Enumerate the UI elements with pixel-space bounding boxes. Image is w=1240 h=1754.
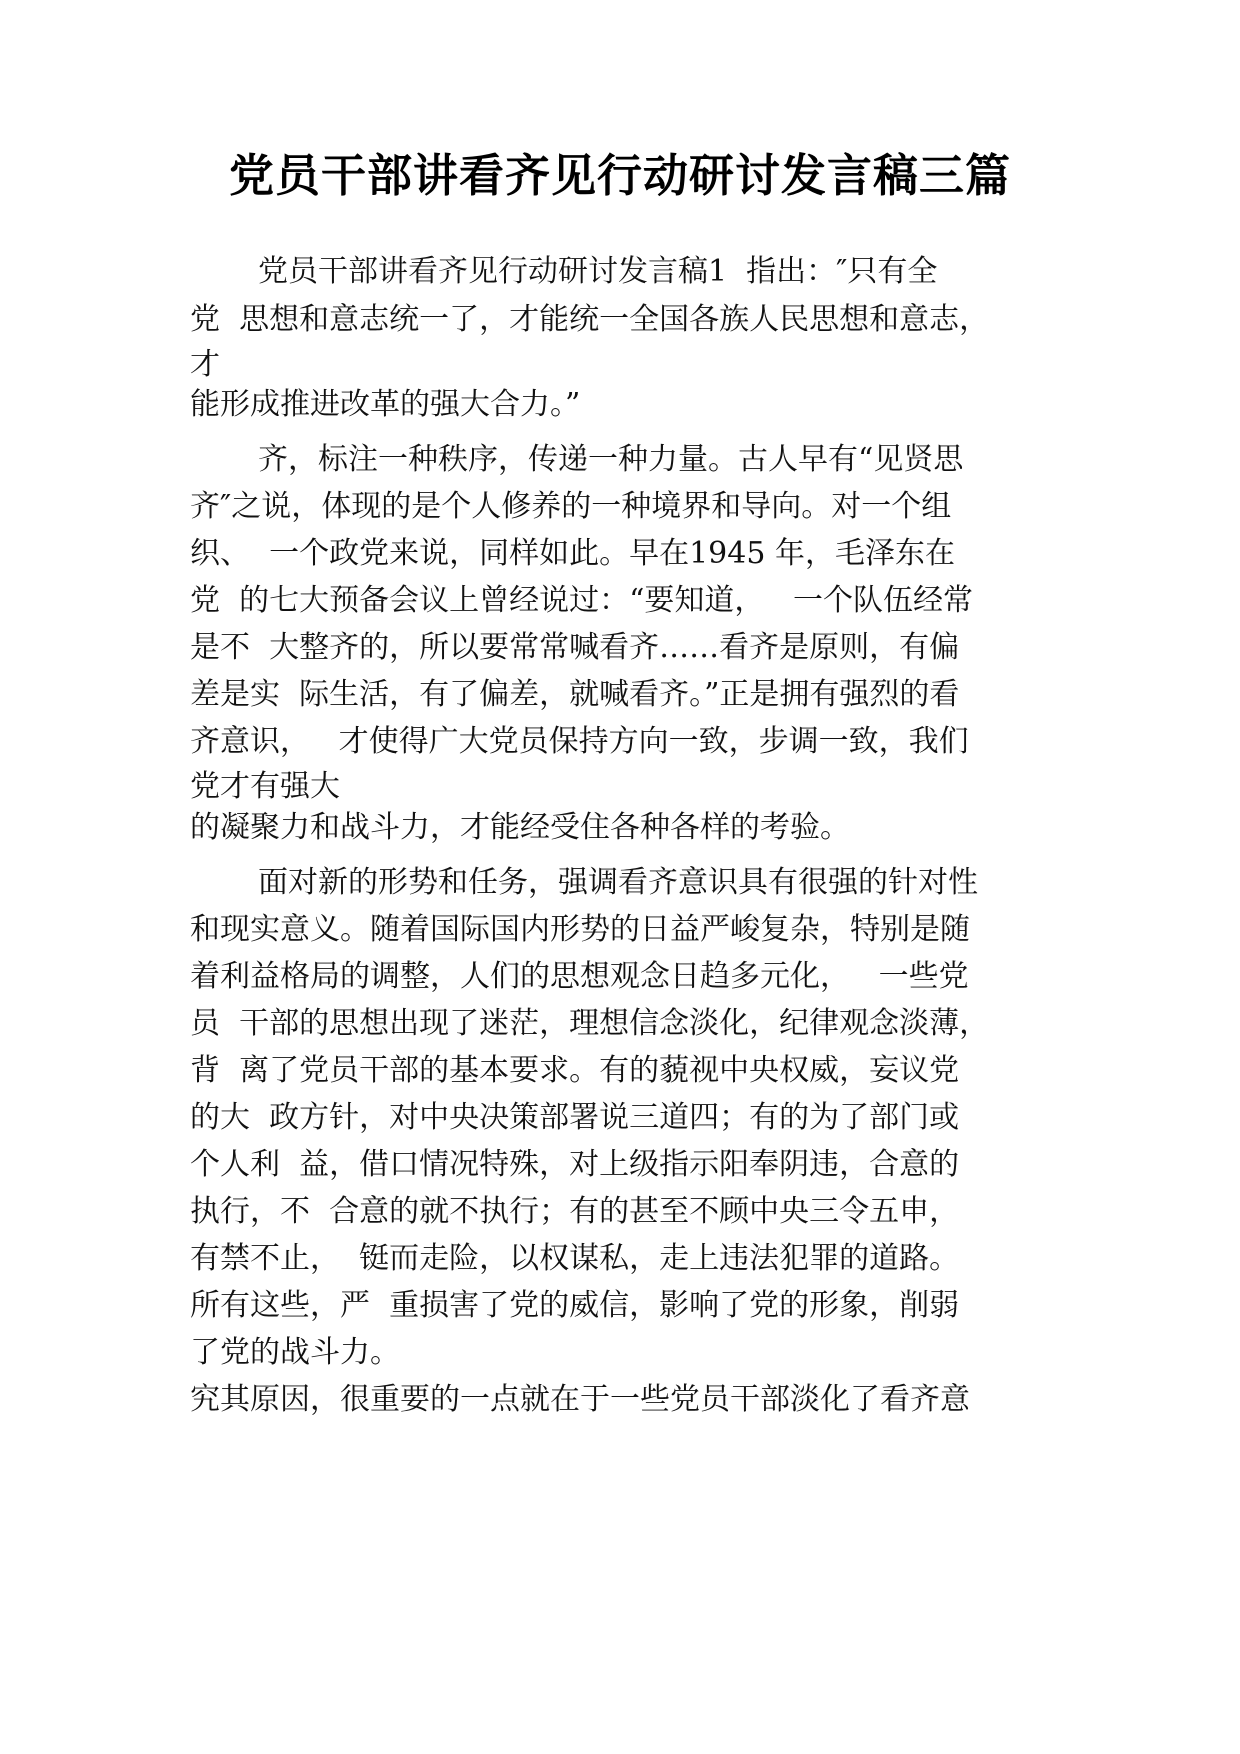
body-line: 党 思想和意志统一了，才能统一全国各族人民思想和意志， bbox=[190, 302, 990, 337]
body-line: 执行，不 合意的就不执行；有的甚至不顾中央三令五申， bbox=[190, 1194, 960, 1229]
body-line: 面对新的形势和任务，强调看齐意识具有很强的针对性 bbox=[258, 865, 978, 900]
body-line: 的大 政方针，对中央决策部署说三道四；有的为了部门或 bbox=[190, 1100, 960, 1135]
body-line: 织、 一个政党来说，同样如此。早在1945 年，毛泽东在 bbox=[190, 536, 955, 571]
body-line: 党才有强大 bbox=[190, 769, 340, 804]
body-line: 齐，标注一种秩序，传递一种力量。古人早有“见贤思 bbox=[258, 442, 964, 477]
body-line: 党 的七大预备会议上曾经说过：“要知道， 一个队伍经常 bbox=[190, 583, 974, 618]
body-line: 才 bbox=[190, 347, 220, 382]
body-line: 党员干部讲看齐见行动研讨发言稿1 指出：″只有全 bbox=[258, 254, 938, 289]
body-line: 齐″之说，体现的是个人修养的一种境界和导向。对一个组 bbox=[190, 489, 952, 524]
body-line: 的凝聚力和战斗力，才能经受住各种各样的考验。 bbox=[190, 810, 850, 845]
body-line: 是不 大整齐的，所以要常常喊看齐……看齐是原则，有偏 bbox=[190, 630, 960, 665]
body-line: 能形成推进改革的强大合力。” bbox=[190, 387, 581, 422]
body-line: 齐意识， 才使得广大党员保持方向一致，步调一致，我们 bbox=[190, 724, 969, 759]
body-line: 和现实意义。随着国际国内形势的日益严峻复杂，特别是随 bbox=[190, 912, 970, 947]
body-line: 背 离了党员干部的基本要求。有的藐视中央权威，妄议党 bbox=[190, 1053, 960, 1088]
body-line: 员 干部的思想出现了迷茫，理想信念淡化，纪律观念淡薄， bbox=[190, 1006, 990, 1041]
body-line: 着利益格局的调整，人们的思想观念日趋多元化， 一些党 bbox=[190, 959, 969, 994]
body-line: 了党的战斗力。 bbox=[190, 1335, 400, 1370]
document-title: 党员干部讲看齐见行动研讨发言稿三篇 bbox=[228, 149, 1011, 202]
body-line: 个人利 益，借口情况特殊，对上级指示阳奉阴违，合意的 bbox=[190, 1147, 960, 1182]
body-line: 究其原因，很重要的一点就在于一些党员干部淡化了看齐意 bbox=[190, 1382, 970, 1417]
body-line: 有禁不止， 铤而走险，以权谋私，走上违法犯罪的道路。 bbox=[190, 1241, 960, 1276]
body-line: 所有这些，严 重损害了党的威信，影响了党的形象，削弱 bbox=[190, 1288, 960, 1323]
body-line: 差是实 际生活，有了偏差，就喊看齐。”正是拥有强烈的看 bbox=[190, 677, 960, 712]
